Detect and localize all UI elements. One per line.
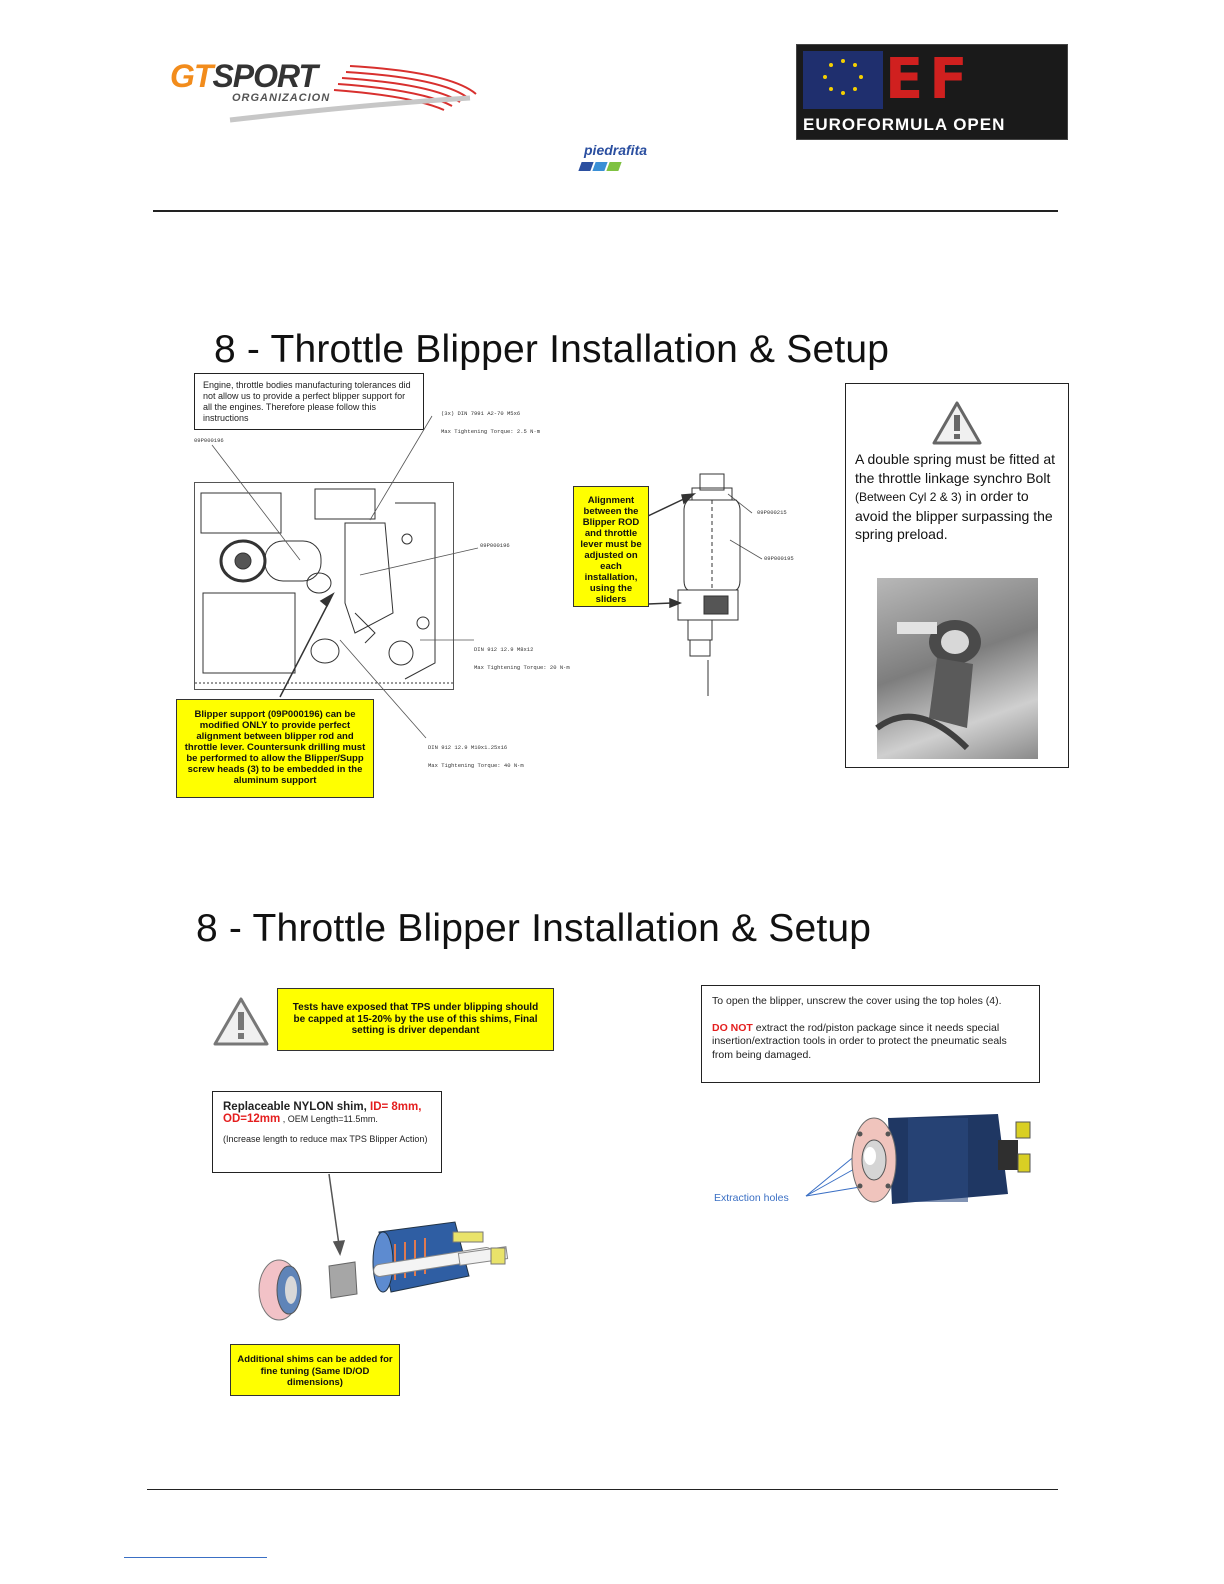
footer-divider <box>147 1489 1058 1490</box>
callout-din2-line2: Max Tightening Torque: 40 N·m <box>428 762 524 769</box>
additional-shims-note-text: Additional shims can be added for fine tuning (Same ID/OD dimensions) <box>237 1354 393 1388</box>
footer-link-underline[interactable] <box>124 1557 267 1558</box>
callout-din1-line1: DIN 912 12.9 M8x12 <box>474 646 534 653</box>
callout-part-top-right: 09P000215 <box>757 509 787 516</box>
do-not-label: DO NOT <box>712 1021 753 1034</box>
shim-exploded-view <box>255 1210 525 1325</box>
callout-din2-line1: DIN 912 12.9 M10x1.25x16 <box>428 744 508 751</box>
euroformula-banner: EUROFORMULA OPEN <box>803 115 1006 134</box>
callout-part-right: 09P000195 <box>764 555 794 562</box>
gtsport-sub-text: ORGANIZACION <box>232 92 331 104</box>
engine-note-text: Engine, throttle bodies manufacturing tolerances did not allow us to provide a perfect blipper support for all the engines. Therefore please follow this instructions <box>203 380 411 423</box>
shim-id: ID= 8mm, <box>370 1101 422 1113</box>
piedrafita-text: piedrafita <box>584 142 648 158</box>
spring-note-end: in order to avoid the blipper surpassing the spring preload. <box>855 488 1053 543</box>
callout-screws-line1: (3x) DIN 7991 A2-70 M5x6 <box>441 410 521 417</box>
open-blipper-line1: To open the blipper, unscrew the cover using the top holes (4). <box>712 995 1002 1007</box>
additional-shims-note-box <box>230 1344 400 1396</box>
section1-title: 8 - Throttle Blipper Installation & Setup <box>214 328 890 371</box>
ef-letters: EF <box>885 47 974 112</box>
callout-screws-line2: Max Tightening Torque: 2.5 N·m <box>441 428 541 435</box>
spring-note-main: A double spring must be fitted at the throttle linkage synchro Bolt <box>855 451 1056 486</box>
callout-part-left: 09P000196 <box>194 437 224 444</box>
shim-hint: (Increase length to reduce max TPS Blipper Action) <box>223 1134 428 1144</box>
alignment-note-text: Alignment between the Blipper ROD and throttle lever must be adjusted on each installation, using the sliders <box>580 495 642 605</box>
blipper-3d-render <box>848 1110 1038 1210</box>
shim-od: OD=12mm <box>223 1113 281 1125</box>
section2-title: 8 - Throttle Blipper Installation & Setup <box>196 907 872 950</box>
shim-title: Replaceable NYLON shim, <box>223 1101 370 1113</box>
spring-note-small: (Between Cyl 2 & 3) <box>855 490 962 505</box>
callout-din1-line2: Max Tightening Torque: 20 N·m <box>474 664 570 671</box>
tps-note-text: Tests have exposed that TPS under blipping should be capped at 15-20% by the use of this shims, Final setting is driver dependant <box>292 1002 539 1036</box>
gtsport-logo: GTSPORT ORGANIZACION <box>170 58 480 128</box>
gt-text: GT <box>170 58 213 94</box>
blipper-support-note-text: Blipper support (09P000196) can be modified ONLY to provide perfect alignment between blipper rod and throttle lever. Countersunk drilling must be performed to allow the Blipper/Supp screw heads (3) to be embedded in the aluminum support <box>184 709 366 786</box>
shim-oem: , OEM Length=11.5mm. <box>280 1114 378 1124</box>
extraction-holes-label: Extraction holes <box>714 1192 789 1204</box>
open-blipper-line2: extract the rod/piston package since it needs special insertion/extraction tools in order to protect the pneumatic seals from being damaged. <box>712 1021 1007 1061</box>
callout-part-mid: 09P000196 <box>480 542 510 549</box>
